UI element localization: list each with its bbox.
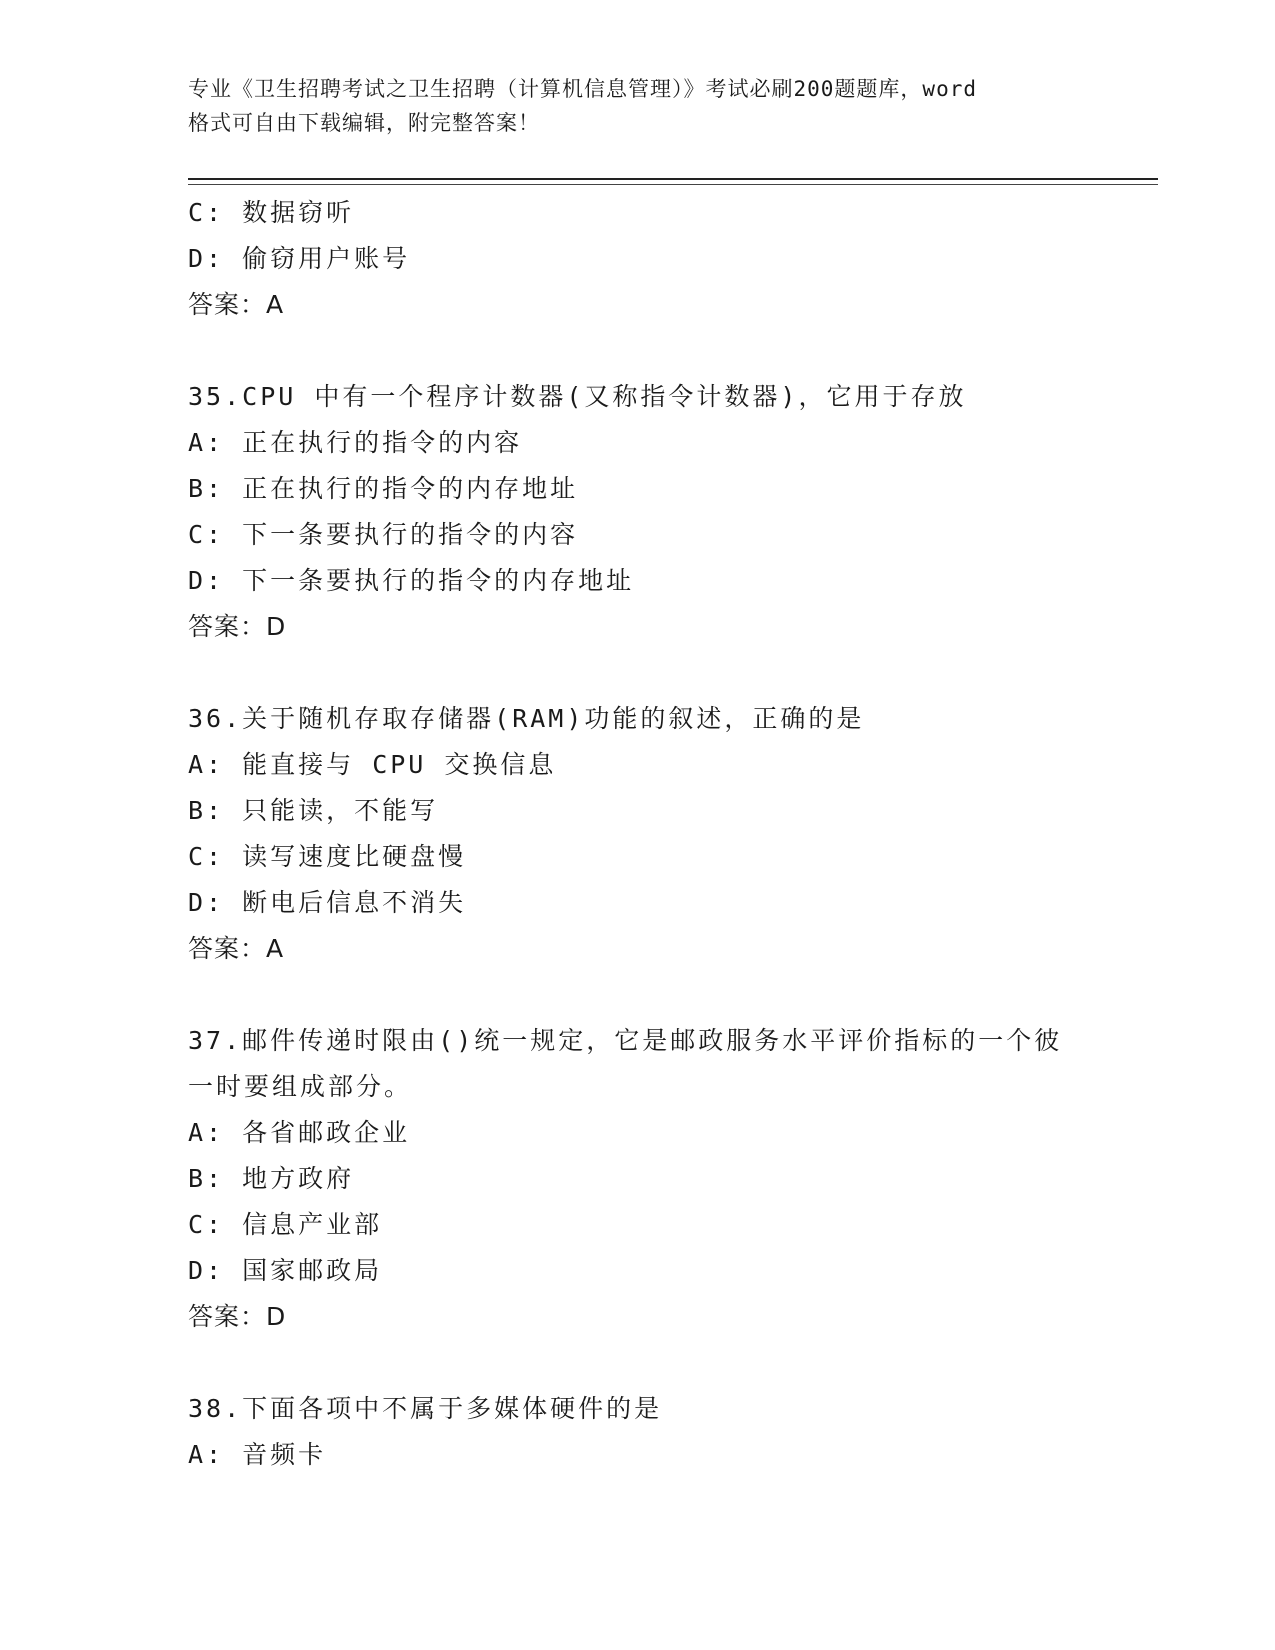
question-stem: 38.下面各项中不属于多媒体硬件的是 (188, 1394, 663, 1423)
spacer (188, 1340, 1148, 1386)
question-35 (188, 374, 1148, 650)
option-c: C: 下一条要执行的指令的内容 (188, 520, 579, 549)
question-stem-line-1: 37.邮件传递时限由()统一规定，它是邮政服务水平评价指标的一个彼 (188, 1026, 1063, 1055)
header-divider-thin (188, 184, 1158, 185)
option-c: C: 读写速度比硬盘慢 (188, 842, 467, 871)
option-c: C: 数据窃听 (188, 198, 355, 227)
spacer (188, 650, 1148, 696)
answer-line: 答案：A (188, 290, 285, 319)
spacer (188, 328, 1148, 374)
header-title-line-2: 格式可自由下载编辑，附完整答案！ (188, 111, 540, 135)
question-34-continuation (188, 190, 1148, 328)
option-d: D: 断电后信息不消失 (188, 888, 467, 917)
document-header (188, 72, 1088, 140)
question-38 (188, 1386, 1148, 1478)
option-b: B: 只能读，不能写 (188, 796, 439, 825)
option-a: A: 正在执行的指令的内容 (188, 428, 523, 457)
answer-line: 答案：A (188, 934, 285, 963)
question-36 (188, 696, 1148, 972)
option-b: B: 正在执行的指令的内存地址 (188, 474, 579, 503)
header-divider-thick (188, 178, 1158, 180)
spacer (188, 972, 1148, 1018)
option-a: A: 音频卡 (188, 1440, 327, 1469)
option-a: A: 能直接与 CPU 交换信息 (188, 750, 557, 779)
question-stem: 36.关于随机存取存储器(RAM)功能的叙述，正确的是 (188, 704, 865, 733)
option-d: D: 偷窃用户账号 (188, 244, 411, 273)
answer-line: 答案：D (188, 1302, 287, 1331)
question-list (188, 190, 1148, 1478)
header-title-line-1: 专业《卫生招聘考试之卫生招聘（计算机信息管理）》考试必刷200题题库，word (188, 77, 977, 101)
question-37 (188, 1018, 1148, 1340)
option-b: B: 地方政府 (188, 1164, 355, 1193)
question-stem: 35.CPU 中有一个程序计数器(又称指令计数器)，它用于存放 (188, 382, 967, 411)
option-d: D: 下一条要执行的指令的内存地址 (188, 566, 635, 595)
option-c: C: 信息产业部 (188, 1210, 383, 1239)
option-d: D: 国家邮政局 (188, 1256, 383, 1285)
question-stem-line-2: 一时要组成部分。 (188, 1072, 413, 1101)
answer-line: 答案：D (188, 612, 287, 641)
option-a: A: 各省邮政企业 (188, 1118, 411, 1147)
